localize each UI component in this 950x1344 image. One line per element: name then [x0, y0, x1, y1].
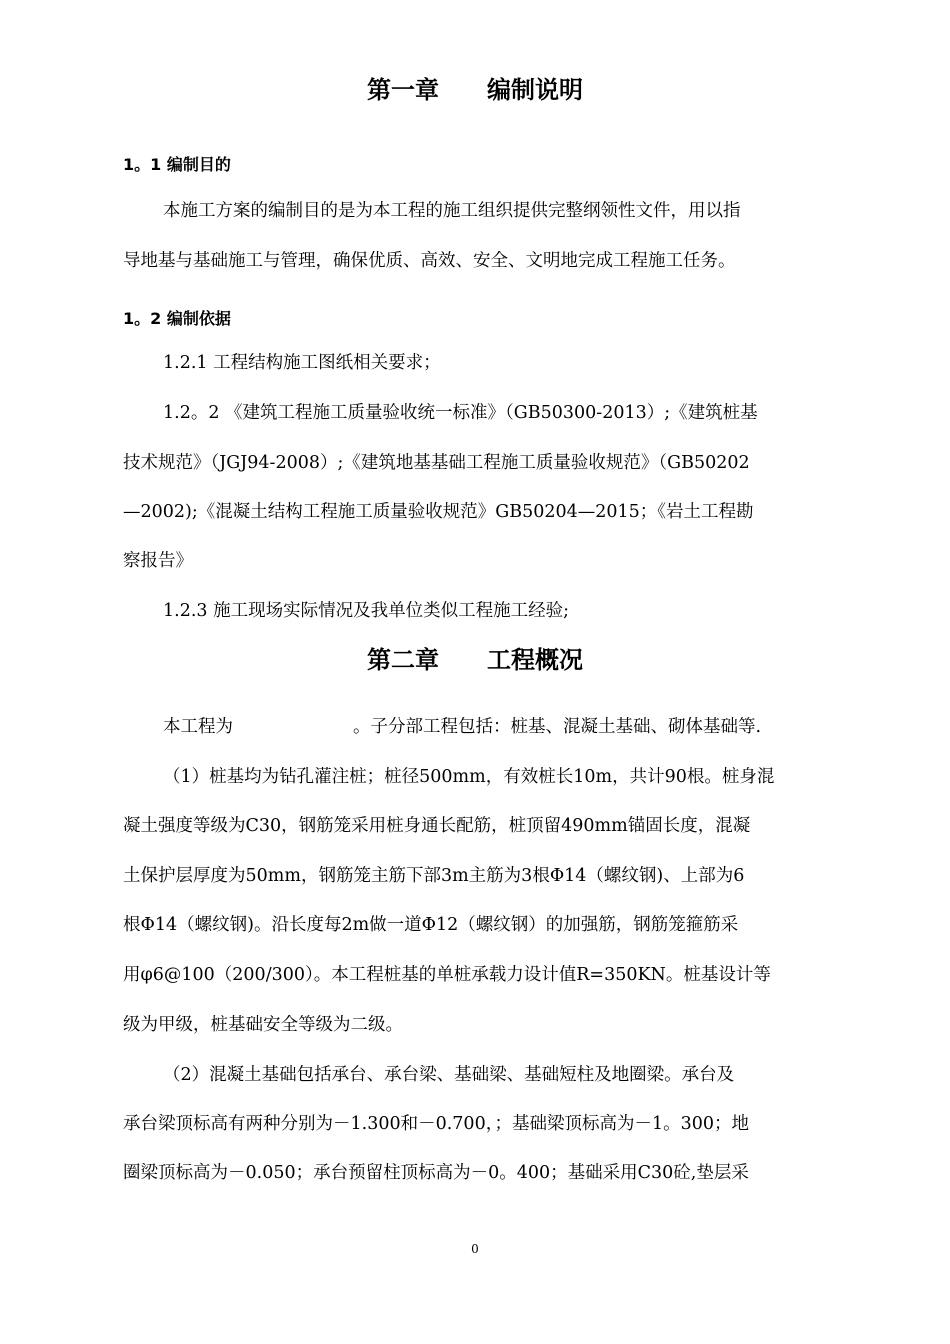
list-item-1-2-2-line: 技术规范》（JGJ94-2008）;《建筑地基基础工程施工质量验收规范》（GB50202: [123, 453, 750, 473]
paragraph-line: 本施工方案的编制目的是为本工程的施工组织提供完整纲领性文件，用以指: [163, 201, 741, 221]
paragraph-2-line: 圈梁顶标高为－0.050；承台预留柱顶标高为－0。400；基础采用C30砼,垫层采: [123, 1163, 749, 1183]
chapter-2-heading: [0, 640, 950, 675]
paragraph-1-line: 级为甲级，桩基础安全等级为二级。: [123, 1015, 403, 1035]
intro-suffix: 。子分部工程包括：桩基、混凝土基础、砌体基础等.: [353, 717, 762, 737]
paragraph-1-line: 凝土强度等级为C30，钢筋笼采用桩身通长配筋，桩顶留490mm锚固长度，混凝: [123, 816, 751, 836]
paragraph-1-line: 土保护层厚度为50mm，钢筋笼主筋下部3m主筋为3根Φ14（螺纹钢)、上部为6: [123, 866, 745, 886]
chapter-1-number: 第一章: [367, 76, 439, 104]
section-1-2-heading: 1。2 编制依据: [123, 309, 231, 328]
list-item-1-2-1: 1.2.1 工程结构施工图纸相关要求；: [163, 353, 441, 373]
chapter-1-heading: [0, 70, 950, 105]
list-item-1-2-2-line: 1.2。2 《建筑工程施工质量验收统一标准》（GB50300-2013）;《建筑桩基: [163, 403, 758, 423]
list-item-1-2-2-line: 察报告》: [123, 551, 193, 571]
list-item-1-2-2-line: —2002);《混凝土结构工程施工质量验收规范》GB50204—2015；《岩土工程勘: [123, 502, 754, 522]
paragraph-line: 导地基与基础施工与管理，确保优质、高效、安全、文明地完成工程施工任务。: [123, 251, 736, 271]
paragraph-2-line: （2）混凝土基础包括承台、承台梁、基础梁、基础短柱及地圈梁。承台及: [163, 1065, 735, 1085]
chapter-2-number: 第二章: [367, 646, 439, 674]
intro-line: [163, 713, 761, 738]
page-number: 0: [471, 1242, 479, 1256]
chapter-2-title: 工程概况: [487, 646, 583, 674]
list-item-1-2-3: 1.2.3 施工现场实际情况及我单位类似工程施工经验;: [163, 601, 569, 621]
paragraph-1-line: 用φ6@100（200/300）。本工程桩基的单桩承载力设计值R=350KN。桩基设计等: [123, 965, 771, 985]
paragraph-2-line: 承台梁顶标高有两种分别为－1.300和－0.700，；基础梁顶标高为－1。300；地: [123, 1114, 749, 1134]
section-1-1-heading: 1。1 编制目的: [123, 155, 231, 174]
paragraph-1-line: 根Φ14（螺纹钢)。沿长度每2m做一道Φ12（螺纹钢）的加强筋，钢筋笼箍筋采: [123, 915, 739, 935]
chapter-1-title: 编制说明: [487, 76, 583, 104]
intro-prefix: 本工程为: [163, 717, 233, 737]
paragraph-1-line: （1）桩基均为钻孔灌注桩；桩径500mm，有效桩长10m，共计90根。桩身混: [163, 767, 775, 787]
